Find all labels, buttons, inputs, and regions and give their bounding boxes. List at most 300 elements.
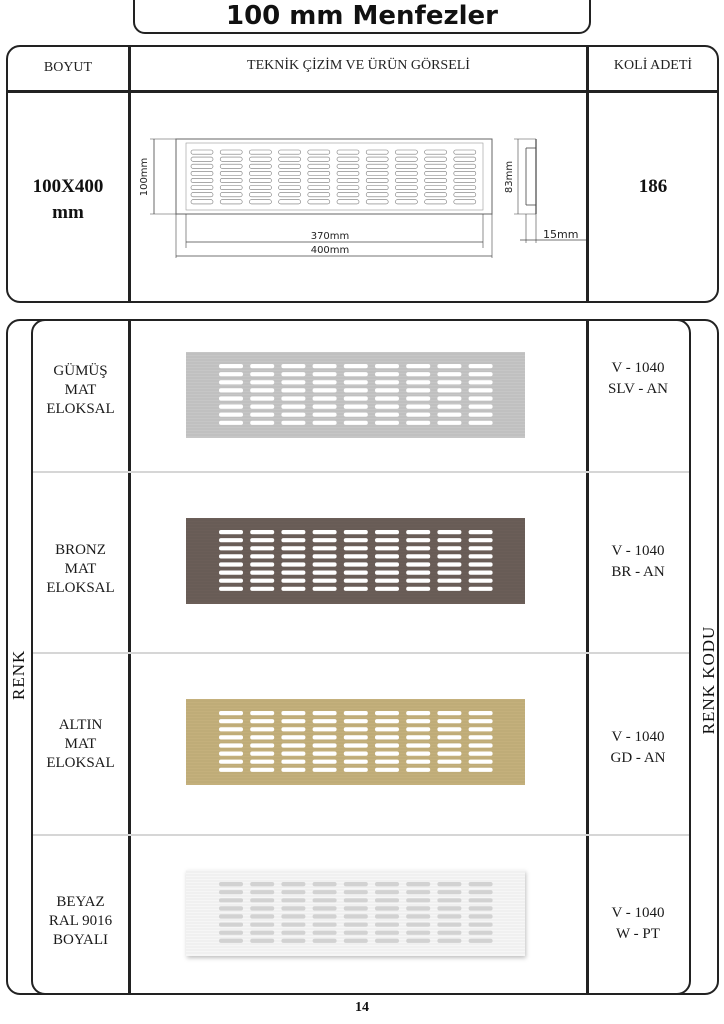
vent-slot — [406, 914, 430, 918]
vent-slot — [406, 587, 430, 591]
vent-slot — [437, 906, 461, 910]
vent-slot — [406, 421, 430, 425]
row-divider-2 — [33, 652, 689, 654]
vent-slot — [313, 890, 337, 894]
vent-slot — [469, 364, 493, 368]
vent-slot — [313, 727, 337, 731]
vent-slot — [281, 752, 305, 756]
vent-slot — [281, 743, 305, 747]
vent-slot — [219, 768, 243, 772]
vent-slot — [469, 752, 493, 756]
vent-slot — [375, 906, 399, 910]
vent-slot — [469, 380, 493, 384]
vent-slot — [281, 587, 305, 591]
vent-slot — [406, 743, 430, 747]
vent-slot — [406, 752, 430, 756]
vent-slot — [250, 380, 274, 384]
color-name-line: MAT — [64, 561, 97, 577]
vent-slot — [406, 735, 430, 739]
vent-slot — [344, 735, 368, 739]
vent-slot — [219, 719, 243, 723]
color-name-line: BRONZ — [55, 542, 106, 558]
vent-slot — [406, 906, 430, 910]
color-name-line: BOYALI — [53, 932, 108, 948]
vent-slot — [375, 421, 399, 425]
vent-slot — [375, 396, 399, 400]
vent-slot — [344, 538, 368, 542]
vent-slot — [313, 587, 337, 591]
vent-slot — [437, 388, 461, 392]
vent-slot — [281, 396, 305, 400]
vent-slot — [250, 898, 274, 902]
vent-slot — [344, 939, 368, 943]
vent-slot — [375, 882, 399, 886]
vent-slot — [344, 882, 368, 886]
header-qty: KOLİ ADETİ — [613, 58, 693, 73]
dim-depth: 15mm — [543, 228, 579, 241]
color-code-silver — [589, 358, 687, 400]
vent-slot — [375, 743, 399, 747]
vent-slot — [406, 380, 430, 384]
vent-slot — [313, 939, 337, 943]
vent-slot — [219, 752, 243, 756]
color-code-line: V - 1040 — [611, 729, 665, 745]
vent-slot — [406, 413, 430, 417]
vent-slot — [250, 760, 274, 764]
side-label-color: RENK — [9, 649, 28, 700]
vent-slot — [250, 906, 274, 910]
vent-slot — [250, 890, 274, 894]
vent-slot — [313, 413, 337, 417]
vent-slot — [281, 711, 305, 715]
vent-slot — [250, 562, 274, 566]
vent-slot — [281, 939, 305, 943]
vent-slot — [344, 554, 368, 558]
color-code-bronze — [589, 541, 687, 583]
vent-slot — [313, 562, 337, 566]
vent-slot — [437, 743, 461, 747]
vent-slot — [406, 727, 430, 731]
product-qty: 186 — [638, 176, 668, 197]
vent-slot — [375, 727, 399, 731]
vent-slot — [469, 727, 493, 731]
vent-slot — [406, 760, 430, 764]
vent-slot — [469, 898, 493, 902]
vent-slot — [219, 571, 243, 575]
color-col-divider-1 — [128, 319, 131, 995]
vent-slot — [375, 538, 399, 542]
vent-slot — [469, 735, 493, 739]
vent-slot — [437, 562, 461, 566]
vent-slot — [313, 554, 337, 558]
vent-slot — [375, 931, 399, 935]
vent-slot — [313, 906, 337, 910]
vent-slot — [344, 562, 368, 566]
vent-slot — [375, 752, 399, 756]
vent-slot — [406, 364, 430, 368]
vent-slot — [437, 380, 461, 384]
vent-slot — [469, 743, 493, 747]
vent-slot — [469, 768, 493, 772]
vent-slot — [375, 530, 399, 534]
color-code-line: V - 1040 — [611, 905, 665, 921]
vent-slot — [469, 538, 493, 542]
vent-slot — [344, 530, 368, 534]
vent-slot — [344, 571, 368, 575]
vent-slot — [437, 711, 461, 715]
vent-slot — [281, 405, 305, 409]
vent-slot — [281, 906, 305, 910]
vent-slot — [375, 914, 399, 918]
vent-slot — [219, 906, 243, 910]
color-code-line: BR - AN — [611, 564, 665, 580]
vent-slot — [219, 413, 243, 417]
vent-slot — [469, 719, 493, 723]
vent-slot — [344, 760, 368, 764]
vent-slot — [281, 571, 305, 575]
vent-slot — [281, 364, 305, 368]
vent-slot — [344, 752, 368, 756]
vent-slot — [219, 727, 243, 731]
vent-slot — [437, 554, 461, 558]
vent-slot — [406, 396, 430, 400]
vent-slot — [344, 413, 368, 417]
vent-slot — [344, 898, 368, 902]
vent-slot — [250, 546, 274, 550]
vent-slot — [406, 554, 430, 558]
vent-slot — [406, 405, 430, 409]
vent-slot — [313, 711, 337, 715]
side-label-color-code: RENK KODU — [699, 625, 718, 735]
vent-slot — [219, 939, 243, 943]
vent-slot — [219, 554, 243, 558]
vent-slot — [344, 906, 368, 910]
vent-slot — [250, 939, 274, 943]
vent-slot — [437, 768, 461, 772]
vent-slot — [375, 413, 399, 417]
vent-slot — [469, 914, 493, 918]
color-name-line: GÜMÜŞ — [53, 363, 108, 379]
vent-slot — [281, 562, 305, 566]
vent-slot — [437, 372, 461, 376]
vent-slot — [375, 372, 399, 376]
vent-slot — [281, 923, 305, 927]
vent-slot — [375, 579, 399, 583]
vent-slot — [313, 405, 337, 409]
vent-slot — [250, 579, 274, 583]
vent-slot — [437, 914, 461, 918]
vent-slot — [219, 364, 243, 368]
vent-slot — [469, 372, 493, 376]
color-code-line: V - 1040 — [611, 360, 665, 376]
vent-slot — [344, 743, 368, 747]
vent-slot — [313, 372, 337, 376]
color-name-line: RAL 9016 — [48, 913, 113, 929]
vent-slot — [469, 546, 493, 550]
vent-slot — [469, 931, 493, 935]
vent-slot — [437, 931, 461, 935]
vent-slot — [219, 898, 243, 902]
vent-slot — [281, 413, 305, 417]
vent-slot — [313, 768, 337, 772]
vent-slot — [219, 760, 243, 764]
vent-slot — [344, 405, 368, 409]
vent-slot — [219, 421, 243, 425]
vent-slot — [406, 388, 430, 392]
vent-slot — [344, 372, 368, 376]
vent-slot — [281, 914, 305, 918]
product-size-line2: mm — [52, 202, 84, 223]
vent-slot — [313, 571, 337, 575]
vent-slot — [219, 890, 243, 894]
vent-slot — [406, 546, 430, 550]
vent-slot — [281, 735, 305, 739]
color-name-line: ELOKSAL — [46, 580, 115, 596]
vent-slot — [375, 554, 399, 558]
vent-slot — [437, 923, 461, 927]
vent-slot — [250, 554, 274, 558]
vent-slot — [281, 719, 305, 723]
vent-slot — [250, 743, 274, 747]
vent-slot — [281, 898, 305, 902]
vent-slot — [469, 554, 493, 558]
vent-slot — [344, 719, 368, 723]
vent-slot — [313, 752, 337, 756]
vent-slot — [250, 530, 274, 534]
vent-image-gold — [186, 699, 525, 785]
vent-slot — [469, 587, 493, 591]
vent-slot — [437, 579, 461, 583]
technical-drawing — [131, 93, 586, 301]
vent-image-white — [186, 870, 525, 956]
vent-slot — [219, 538, 243, 542]
vent-slot — [406, 562, 430, 566]
vent-slot — [469, 890, 493, 894]
vent-slot — [219, 562, 243, 566]
vent-slot — [250, 413, 274, 417]
vent-slot — [344, 380, 368, 384]
vent-slot — [375, 719, 399, 723]
vent-slot — [313, 898, 337, 902]
vent-slot — [469, 562, 493, 566]
vent-slot — [469, 396, 493, 400]
color-name-silver — [33, 362, 128, 419]
vent-slot — [344, 923, 368, 927]
vent-slot — [250, 727, 274, 731]
vent-slot — [281, 538, 305, 542]
vent-slot — [219, 388, 243, 392]
vent-slot — [219, 396, 243, 400]
vent-slot — [469, 939, 493, 943]
vent-slot — [313, 882, 337, 886]
vent-slot — [281, 372, 305, 376]
row-divider-1 — [33, 471, 689, 473]
vent-slot — [219, 380, 243, 384]
vent-slot — [281, 554, 305, 558]
vent-slot — [375, 898, 399, 902]
vent-slot — [469, 579, 493, 583]
vent-slot — [344, 768, 368, 772]
vent-slot — [344, 587, 368, 591]
vent-slot — [219, 372, 243, 376]
vent-slot — [250, 711, 274, 715]
vent-slot — [437, 752, 461, 756]
vent-slot — [219, 579, 243, 583]
vent-slot — [437, 727, 461, 731]
vent-slot — [375, 571, 399, 575]
vent-slot — [437, 898, 461, 902]
vent-slot — [313, 538, 337, 542]
vent-slot — [313, 380, 337, 384]
vent-slot — [375, 587, 399, 591]
vent-slot — [406, 530, 430, 534]
vent-slot — [344, 421, 368, 425]
vent-slot — [437, 538, 461, 542]
vent-slot — [437, 405, 461, 409]
vent-slot — [437, 571, 461, 575]
vent-slot — [219, 711, 243, 715]
vent-slot — [406, 538, 430, 542]
vent-slot — [281, 931, 305, 935]
vent-slot — [406, 711, 430, 715]
color-code-gold — [589, 727, 687, 769]
vent-slot — [250, 396, 274, 400]
vent-slot — [375, 939, 399, 943]
vent-slot — [437, 546, 461, 550]
color-name-line: BEYAZ — [56, 894, 105, 910]
vent-slot — [375, 380, 399, 384]
vent-slot — [375, 760, 399, 764]
vent-slot — [437, 587, 461, 591]
vent-slot — [219, 405, 243, 409]
color-name-line: ALTIN — [58, 717, 103, 733]
vent-slot — [344, 579, 368, 583]
vent-slot — [437, 760, 461, 764]
vent-slot — [406, 372, 430, 376]
vent-slot — [219, 743, 243, 747]
vent-slot — [344, 388, 368, 392]
vent-slot — [344, 890, 368, 894]
vent-slot — [437, 882, 461, 886]
vent-image-bronze — [186, 518, 525, 604]
vent-slot — [469, 923, 493, 927]
vent-slot — [219, 931, 243, 935]
vent-slot — [437, 735, 461, 739]
vent-slot — [313, 923, 337, 927]
color-name-line: ELOKSAL — [46, 401, 115, 417]
vent-slot — [375, 768, 399, 772]
color-code-line: W - PT — [616, 926, 660, 942]
color-name-line: MAT — [64, 382, 97, 398]
vent-slot — [469, 906, 493, 910]
vent-slot — [406, 882, 430, 886]
vent-slot — [469, 388, 493, 392]
vent-slot — [469, 421, 493, 425]
vent-slot — [437, 364, 461, 368]
vent-slot — [437, 396, 461, 400]
vent-slot — [281, 421, 305, 425]
vent-slot — [469, 882, 493, 886]
vent-slot — [437, 530, 461, 534]
product-size — [8, 174, 128, 226]
color-code-line: GD - AN — [610, 750, 666, 766]
color-name-line: MAT — [64, 736, 97, 752]
vent-slot — [313, 396, 337, 400]
vent-slot — [313, 735, 337, 739]
vent-slot — [219, 587, 243, 591]
vent-slot — [250, 587, 274, 591]
vent-slot — [344, 931, 368, 935]
vent-slot — [406, 923, 430, 927]
vent-slot — [437, 421, 461, 425]
vent-slot — [406, 939, 430, 943]
vent-slot — [281, 530, 305, 534]
vent-slot — [219, 882, 243, 886]
vent-slot — [437, 413, 461, 417]
vent-slot — [281, 579, 305, 583]
color-code-white — [589, 903, 687, 945]
header-size: BOYUT — [43, 60, 93, 75]
vent-slot — [313, 743, 337, 747]
vent-slot — [375, 546, 399, 550]
vent-slot — [375, 711, 399, 715]
dim-height: 100mm — [139, 157, 150, 197]
vent-slot — [375, 562, 399, 566]
vent-slot — [469, 530, 493, 534]
vent-slot — [437, 939, 461, 943]
vent-slot — [313, 760, 337, 764]
vent-slot — [313, 579, 337, 583]
vent-slot — [344, 914, 368, 918]
vent-slot — [250, 571, 274, 575]
vent-slot — [313, 546, 337, 550]
vent-slot — [219, 546, 243, 550]
vent-slot — [344, 711, 368, 715]
vent-slot — [437, 719, 461, 723]
vent-slot — [219, 735, 243, 739]
page-number: 14 — [355, 1000, 369, 1015]
page-title: 100 mm Menfezler — [225, 1, 499, 31]
vent-slot — [281, 388, 305, 392]
vent-slot — [344, 727, 368, 731]
vent-slot — [406, 898, 430, 902]
vent-slot — [219, 923, 243, 927]
color-code-line: SLV - AN — [607, 381, 669, 397]
vent-slot — [375, 405, 399, 409]
vent-slot — [375, 364, 399, 368]
vent-slot — [250, 364, 274, 368]
vent-slot — [375, 890, 399, 894]
dim-side-height: 83mm — [504, 160, 515, 194]
color-name-gold — [33, 716, 128, 773]
vent-slot — [313, 388, 337, 392]
vent-slot — [406, 719, 430, 723]
vent-slot — [313, 421, 337, 425]
vent-slot — [250, 538, 274, 542]
vent-slot — [313, 530, 337, 534]
vent-slot — [406, 931, 430, 935]
dim-outer-width: 400mm — [310, 245, 350, 256]
vent-slot — [250, 882, 274, 886]
vent-slot — [469, 405, 493, 409]
vent-slot — [344, 364, 368, 368]
vent-slot — [250, 719, 274, 723]
vent-slot — [281, 546, 305, 550]
vent-slot — [250, 421, 274, 425]
vent-slot — [375, 735, 399, 739]
vent-slot — [250, 923, 274, 927]
vent-slot — [313, 364, 337, 368]
